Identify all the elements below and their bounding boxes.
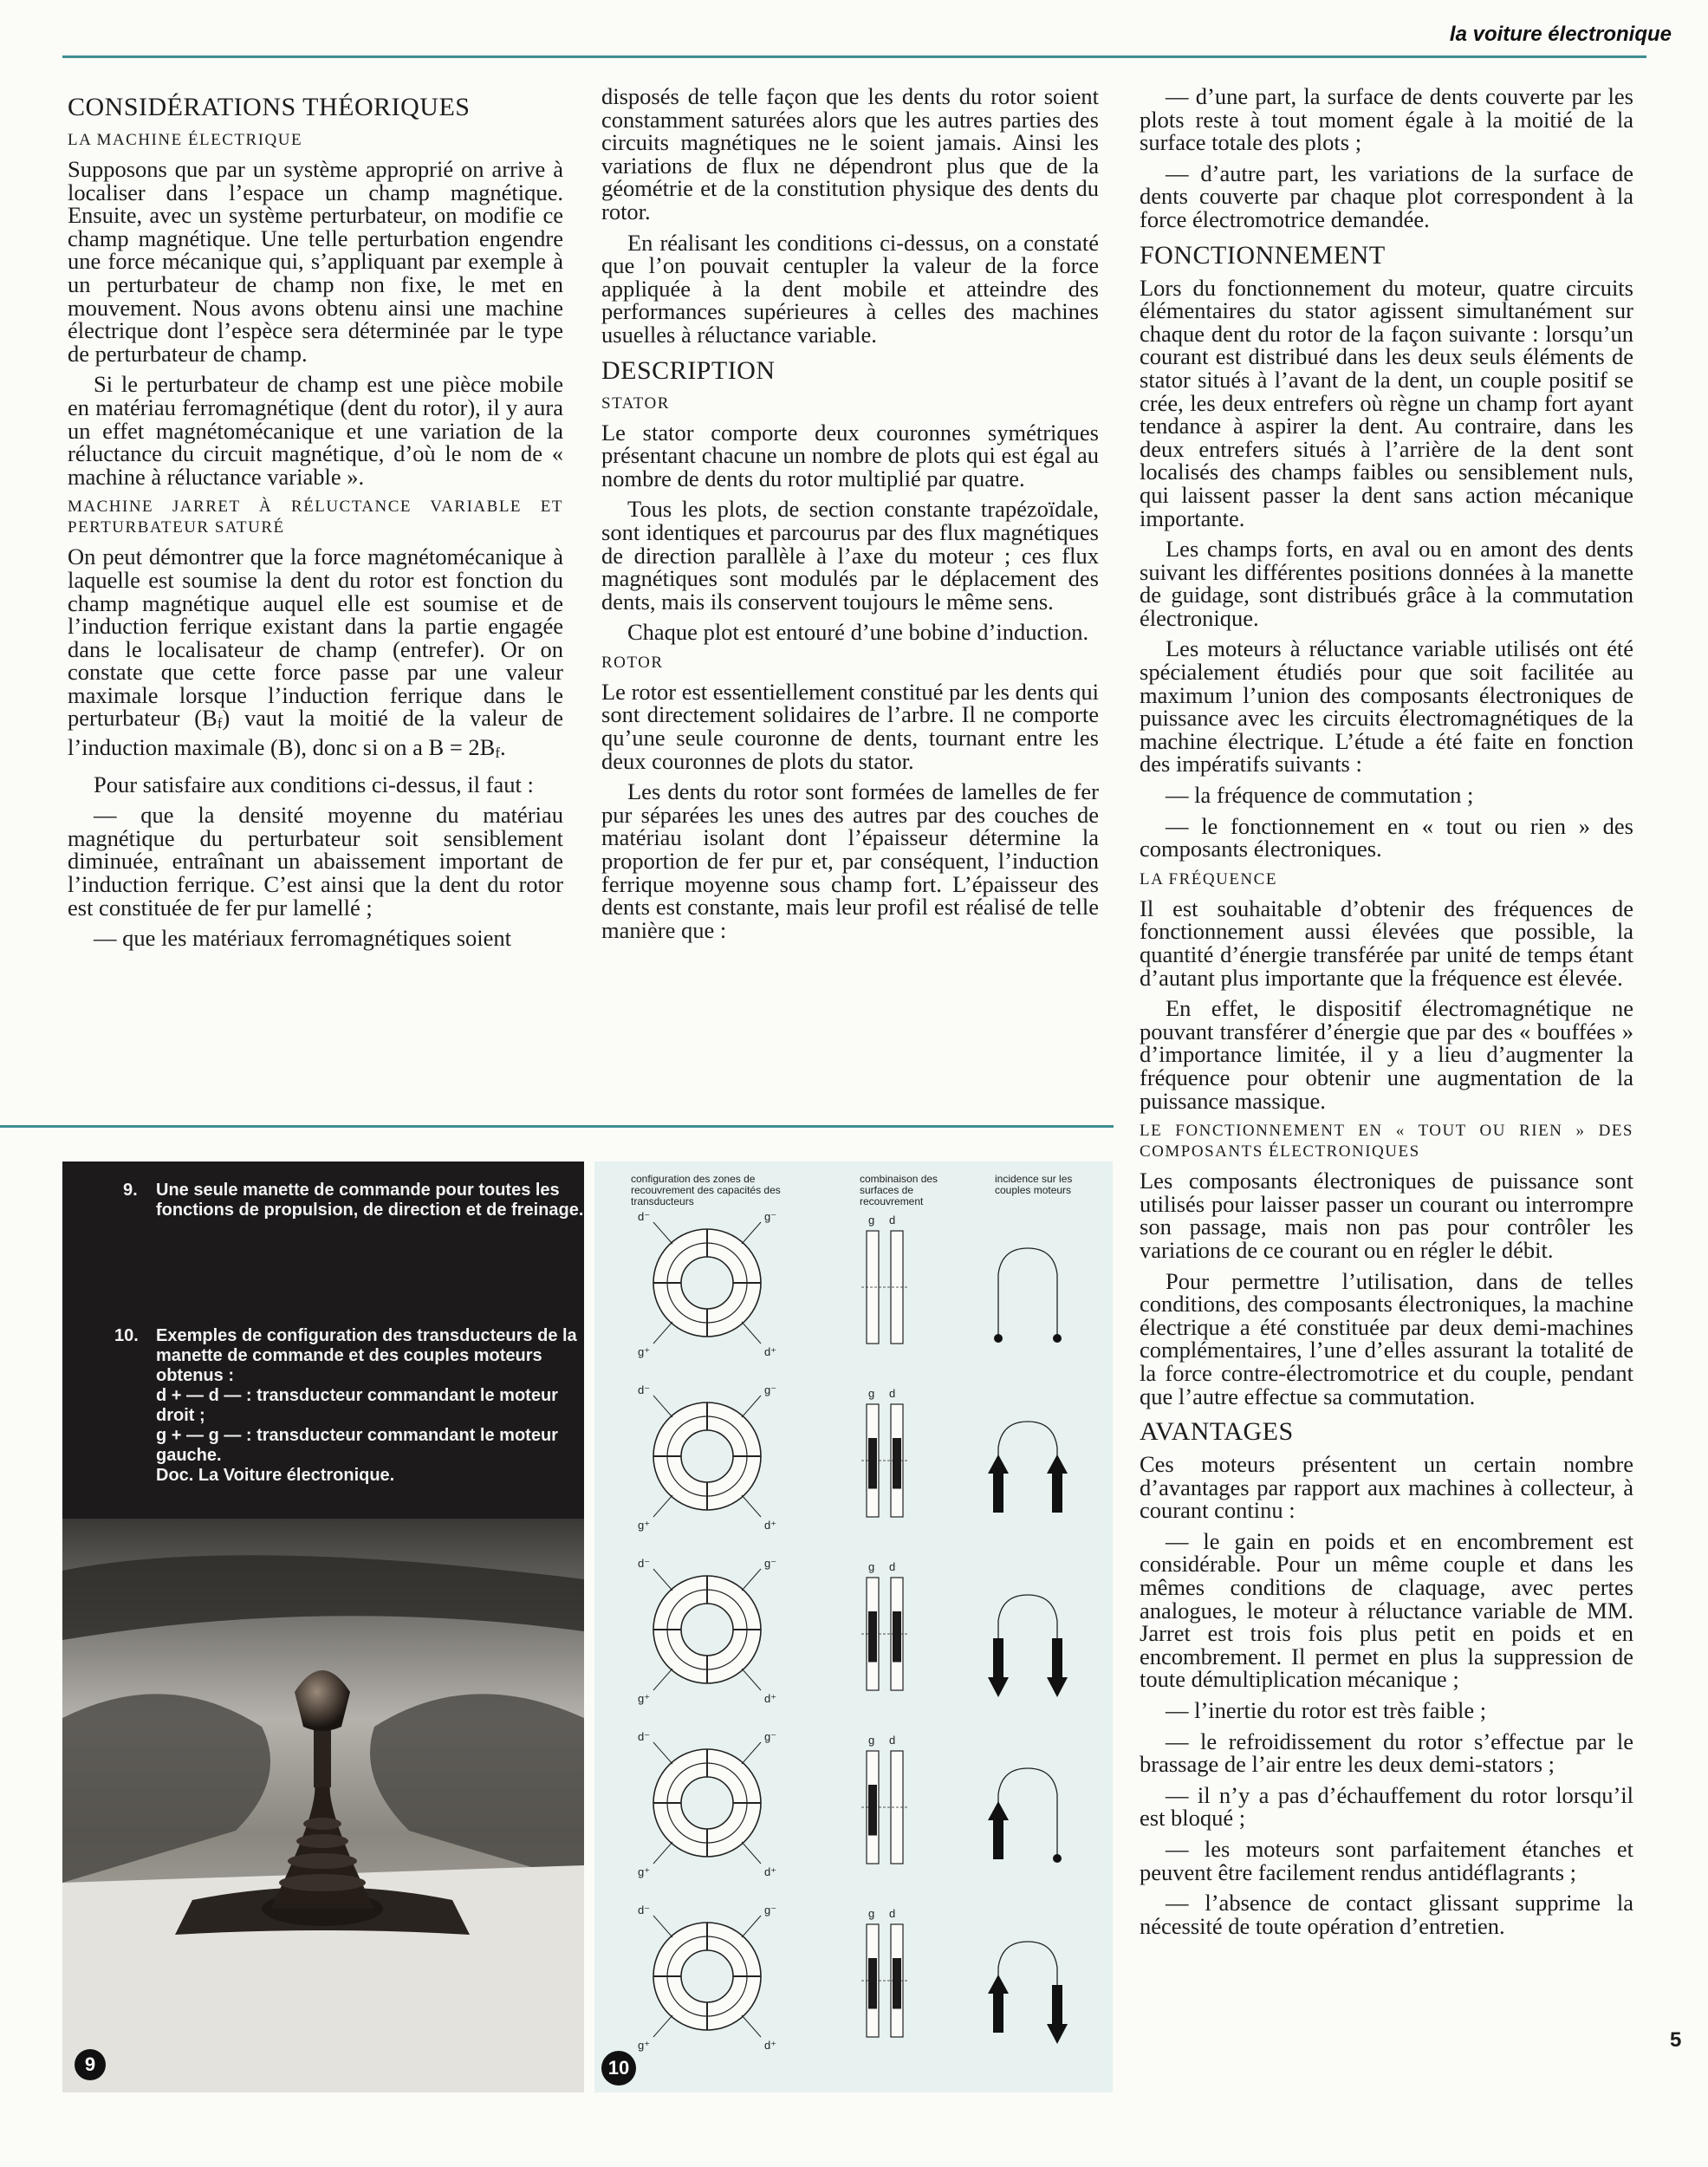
transducer-hub	[681, 1430, 733, 1482]
label-g-plus: g⁺	[638, 1692, 651, 1705]
paragraph: — l’absence de contact glissant supprime la nécessité de toute opération d’entretien.	[1140, 1890, 1633, 1939]
caption-9-number: 9.	[123, 1181, 138, 1200]
leader-line	[742, 1916, 761, 1937]
figure-9-badge: 9	[75, 2049, 106, 2080]
running-head: la voiture électronique	[1449, 23, 1672, 46]
paragraph: Tous les plots, de section constante trapézoïdale, sont identiques et parcourus par des flux magnétiques de direction parallèle à l’axe du moteur ; ces flux magnétiques sont modulés par le déplacement des dents, mais ils conservent toujours le même sens.	[601, 496, 1099, 615]
d-bar-fill	[893, 1438, 901, 1489]
joystick-image	[62, 1519, 584, 2092]
leader-line	[653, 1916, 672, 1937]
g-bar-fill	[868, 1611, 877, 1663]
torque-right-arrow	[1047, 1638, 1068, 1697]
paragraph: Si le perturbateur de champ est une pièce mobile en matériau ferromagnétique (dent du rotor), il y aura un effet magnétomécanique et une variation de la réluctance du circuit magnétique, d’où le nom de « machine à réluctance variable ».	[68, 371, 563, 490]
label-g-minus: g⁻	[764, 1730, 777, 1743]
heading-rotor: ROTOR	[601, 653, 664, 672]
diagram-header-combinaison: combinaison des surfaces de recouvrement	[860, 1173, 938, 1207]
label-g-minus: g⁻	[764, 1557, 777, 1570]
torque-right-arrow	[1047, 1985, 1068, 2044]
paragraph: — que les matériaux ferromagnétiques soient	[94, 925, 511, 952]
caption-10-number: 10.	[114, 1326, 139, 1345]
paragraph: Les moteurs à réluctance variable utilisés ont été spécialement étudiés pour que soit facilitée au maximum l’union des composants électroniques de puissance avec les circuits électromagnétiques de la machine électrique. L’étude a été faite en fonction des impératifs suivants :	[1140, 635, 1633, 778]
leader-line	[653, 1569, 672, 1591]
label-d-minus: d⁻	[638, 1383, 651, 1396]
leader-line	[653, 1222, 672, 1244]
paragraph: disposés de telle façon que les dents du rotor soient constamment saturées alors que les autres parties des circuits magnétiques ne le soient jamais. Ainsi les variations de flux ne dépendront plus que de la géométrie et de la constitution physique des dents du rotor.	[601, 83, 1099, 225]
label-g-plus: g⁺	[638, 1519, 651, 1532]
paragraph: — la fréquence de commutation ;	[1166, 782, 1474, 809]
transducer-hub	[681, 1950, 733, 2002]
torque-left-arrow	[988, 1801, 1009, 1859]
leader-line	[742, 1842, 761, 1864]
caption-10: Exemples de configuration des transducteurs de la manette de commande et des couples moteurs obtenus : d + — d — : transducteur commandant le moteur droit ; g + — g — : transducteur commandant le moteur gauche. Doc. La Voiture électronique.	[156, 1326, 577, 1485]
paragraph: Les champs forts, en aval ou en amont des dents suivant les différentes positions données à la manette de guidage, sont distribués grâce à la commutation électronique.	[1140, 536, 1633, 631]
label-d-minus: d⁻	[638, 1903, 651, 1916]
label-g-minus: g⁻	[764, 1903, 777, 1916]
motor-outline	[998, 1942, 1057, 2033]
label-g-plus: g⁺	[638, 1865, 651, 1878]
transducer-hub	[681, 1777, 733, 1829]
torque-right-arrow	[1053, 1854, 1062, 1863]
column-3	[1140, 85, 1633, 1945]
motor-outline	[998, 1595, 1057, 1686]
figure-rule	[0, 1125, 1114, 1128]
label-d-minus: d⁻	[638, 1210, 651, 1223]
diagram-header-incidence: incidence sur les couples moteurs	[995, 1173, 1073, 1196]
paragraph: Pour permettre l’utilisation, dans de telles conditions, des composants électroniques, la machine électrique a été constituée par deux demi-machines complémentaires, l’une d’elles assurant la totalité de la force contre-électromotrice et du couple, pendant que l’autre effectue sa commutation.	[1140, 1267, 1633, 1409]
label-d-plus: d⁺	[764, 1345, 777, 1358]
leader-line	[742, 1322, 761, 1344]
motor-outline	[998, 1248, 1057, 1339]
figure-10-badge: 10	[601, 2051, 636, 2086]
paragraph: Il est souhaitable d’obtenir des fréquences de fonctionnement aussi élevées que possible, la quantité d’énergie transférée par unité de temps étant d’autant plus importante que la fréquence est élevée.	[1140, 895, 1633, 991]
paragraph: — les moteurs sont parfaitement étanches et peuvent être facilement rendus antidéflagrants ;	[1140, 1836, 1633, 1885]
d-bar-fill	[893, 1958, 901, 2009]
leader-line	[742, 2015, 761, 2037]
leader-line	[653, 1396, 672, 1417]
heading-considerations: CONSIDÉRATIONS THÉORIQUES	[68, 93, 471, 121]
label-d-minus: d⁻	[638, 1730, 651, 1743]
page-number: 5	[1670, 2028, 1682, 2052]
label-g-minus: g⁻	[764, 1210, 777, 1223]
d-bar-fill	[893, 1611, 901, 1663]
bar-label-g: g	[868, 1907, 875, 1920]
leader-line	[742, 1396, 761, 1417]
motor-outline	[998, 1768, 1057, 1859]
heading-description: DESCRIPTION	[601, 355, 776, 385]
paragraph: — le refroidissement du rotor s’effectue par le brassage de l’air entre les deux demi-stators ;	[1140, 1728, 1633, 1778]
leader-line	[653, 1842, 672, 1864]
leader-line	[742, 1569, 761, 1591]
paragraph: En réalisant les conditions ci-dessus, on a constaté que l’on pouvait centupler la valeur de la force appliquée à la dent mobile et atteindre des performances supérieures à celles des machines usuelles à réluctance variable.	[601, 229, 1099, 348]
figure-10-diagram	[594, 1162, 1113, 2092]
label-g-plus: g⁺	[638, 2039, 651, 2052]
column-2	[601, 85, 1099, 949]
transducer-diagram-svg	[594, 1162, 1113, 2092]
paragraph: — l’inertie du rotor est très faible ;	[1166, 1697, 1487, 1724]
label-d-minus: d⁻	[638, 1557, 651, 1570]
paragraph: Pour satisfaire aux conditions ci-dessus, il faut :	[94, 771, 534, 797]
leader-line	[653, 1322, 672, 1344]
torque-right-arrow	[1047, 1454, 1068, 1513]
torque-left-arrow	[994, 1334, 1003, 1343]
leader-line	[653, 2015, 672, 2037]
heading-frequence: LA FRÉQUENCE	[1140, 869, 1277, 888]
label-d-plus: d⁺	[764, 1692, 777, 1705]
heading-stator: STATOR	[601, 394, 670, 413]
joystick-photo	[62, 1519, 584, 2092]
paragraph: On peut démontrer que la force magnétomécanique à laquelle est soumise la dent du rotor est fonction du champ magnétique auquel elle est soumise et de l’induction ferrique existant dans la partie engagée dans le localisateur de champ (entrefer). Or on constate que cette force passe par une valeur maximale lorsque l’induction ferrique dans le perturbateur (Bf) vaut la moitié de la valeur de l’induction maximale (B), donc si on a B = 2Bf.	[68, 543, 563, 762]
paragraph: — d’une part, la surface de dents couverte par les plots reste à tout moment égale à la moitié de la surface totale des plots ;	[1140, 83, 1633, 156]
paragraph: — il n’y a pas d’échauffement du rotor lorsqu’il est bloqué ;	[1140, 1781, 1633, 1832]
paragraph: Ces moteurs présentent un certain nombre d’avantages par rapport aux machines à collecteur, à courant continu :	[1140, 1451, 1633, 1524]
g-bar-fill	[868, 1958, 877, 2009]
torque-left-arrow	[988, 1638, 1009, 1697]
paragraph: — d’autre part, les variations de la surface de dents couverte par chaque plot correspondent à la force électromotrice demandée.	[1140, 159, 1633, 232]
heading-tout-ou-rien: LE FONCTIONNEMENT EN « TOUT OU RIEN » DES COMPOSANTS ÉLECTRONIQUES	[1140, 1122, 1633, 1162]
paragraph: — que la densité moyenne du matériau magnétique du perturbateur soit sensiblement diminuée, entraînant un abaissement important de l’induction ferrique. C’est ainsi que la dent du rotor est constituée de fer pur lamellé ;	[68, 802, 563, 921]
paragraph: Le stator comporte deux couronnes symétriques présentant chacune un nombre de plots qui est égal au nombre de dents du rotor multiplié par quatre.	[601, 419, 1099, 491]
leader-line	[742, 1669, 761, 1690]
leader-line	[742, 1495, 761, 1517]
bar-label-d: d	[889, 1734, 896, 1747]
heading-avantages: AVANTAGES	[1140, 1417, 1294, 1447]
caption-9: Une seule manette de commande pour toutes les fonctions de propulsion, de direction et de freinage.	[156, 1181, 584, 1220]
bar-label-g: g	[868, 1387, 875, 1400]
paragraph: — le gain en poids et en encombrement est considérable. Pour un même couple et dans les mêmes conditions de claquage, avec pertes analogues, le moteur à réluctance variable de MM. Jarret est trois fois plus petit en poids et en encombrement. Il permet en plus la suppression de toute démultiplication mécanique ;	[1140, 1527, 1633, 1693]
paragraph: Les dents du rotor sont formées de lamelles de fer pur séparées les unes des autres par des couches de matériau isolant dont l’épaisseur détermine la proportion de fer pur et, par conséquent, l’induction ferrique moyenne sous champ fort. L’épaisseur des dents est constante, mais leur profil est réalisé de telle manière que :	[601, 778, 1099, 943]
paragraph: Le rotor est essentiellement constitué par les dents qui sont directement solidaires de l’arbre. Il ne comporte qu’une seule couronne de dents, tournant entre les deux couronnes de plots du stator.	[601, 678, 1100, 774]
leader-line	[742, 1742, 761, 1764]
paragraph: Lors du fonctionnement du moteur, quatre circuits élémentaires du stator agissent simultanément sur chaque dent du rotor de la façon suivante : lorsqu’un courant est distribué dans les deux seuls éléments de stator situés à l’avant de la dent, un couple positif se crée, les deux entrefers où règne un champ fort ayant tendance à aspirer la dent. Au contraire, dans les deux entrefers situés à l’arrière de la dent sont localisés des champs faibles ou sensiblement nuls, qui laissent passer la dent sans action mécanique importante.	[1140, 274, 1633, 531]
bar-label-g: g	[868, 1214, 875, 1227]
paragraph: — le fonctionnement en « tout ou rien » des composants électroniques.	[1140, 812, 1633, 862]
leader-line	[653, 1669, 672, 1690]
g-bar-fill	[868, 1785, 877, 1836]
paragraph: Supposons que par un système approprié on arrive à localiser dans l’espace un champ magnétique. Ensuite, avec un système perturbateur, on modifie ce champ magnétique. Une telle perturbation engendre une force mécanique qui, s’appliquant par exemple à un perturbateur de champ non fixe, le met en mouvement. Nous avons obtenu ainsi une machine électrique dont l’espèce sera déterminée par le type de perturbateur de champ.	[68, 156, 563, 367]
transducer-hub	[681, 1604, 733, 1656]
torque-left-arrow	[988, 1454, 1009, 1513]
bar-label-g: g	[868, 1560, 875, 1573]
leader-line	[653, 1495, 672, 1517]
bar-label-d: d	[889, 1560, 896, 1573]
torque-left-arrow	[988, 1975, 1009, 2033]
motor-outline	[998, 1422, 1057, 1513]
bar-label-d: d	[889, 1214, 896, 1227]
heading-machine: LA MACHINE ÉLECTRIQUE	[68, 131, 303, 149]
bar-label-g: g	[868, 1734, 875, 1747]
header-rule	[62, 55, 1646, 58]
g-bar-fill	[868, 1438, 877, 1489]
paragraph: Les composants électroniques de puissance sont utilisés pour laisser passer un courant ou interrompre son passage, mais non pas pour contrôler les variations de ce courant ou en régler le débit.	[1140, 1168, 1633, 1263]
caption-box	[62, 1162, 584, 1519]
column-1	[68, 83, 563, 958]
heading-fonctionnement: FONCTIONNEMENT	[1140, 240, 1386, 270]
label-g-minus: g⁻	[764, 1383, 777, 1396]
leader-line	[742, 1222, 761, 1244]
bar-label-d: d	[889, 1907, 896, 1920]
label-g-plus: g⁺	[638, 1345, 651, 1358]
label-d-plus: d⁺	[764, 1519, 777, 1532]
heading-jarret: MACHINE JARRET À RÉLUCTANCE VARIABLE ET PERTURBATEUR SATURÉ	[68, 498, 563, 537]
label-d-plus: d⁺	[764, 2039, 777, 2052]
leader-line	[653, 1742, 672, 1764]
label-d-plus: d⁺	[764, 1865, 777, 1878]
diagram-header-configuration: configuration des zones de recouvrement des capacités des transducteurs	[631, 1173, 781, 1207]
bar-label-d: d	[889, 1387, 896, 1400]
paragraph: Chaque plot est entouré d’une bobine d’induction.	[627, 619, 1089, 646]
transducer-hub	[681, 1257, 733, 1309]
paragraph: En effet, le dispositif électromagnétique ne pouvant transférer d’énergie que par des « bouffées » d’importance limitée, il y a lieu d’augmenter la fréquence pour obtenir une augmentation de la puissance massique.	[1140, 995, 1633, 1114]
torque-right-arrow	[1053, 1334, 1062, 1343]
